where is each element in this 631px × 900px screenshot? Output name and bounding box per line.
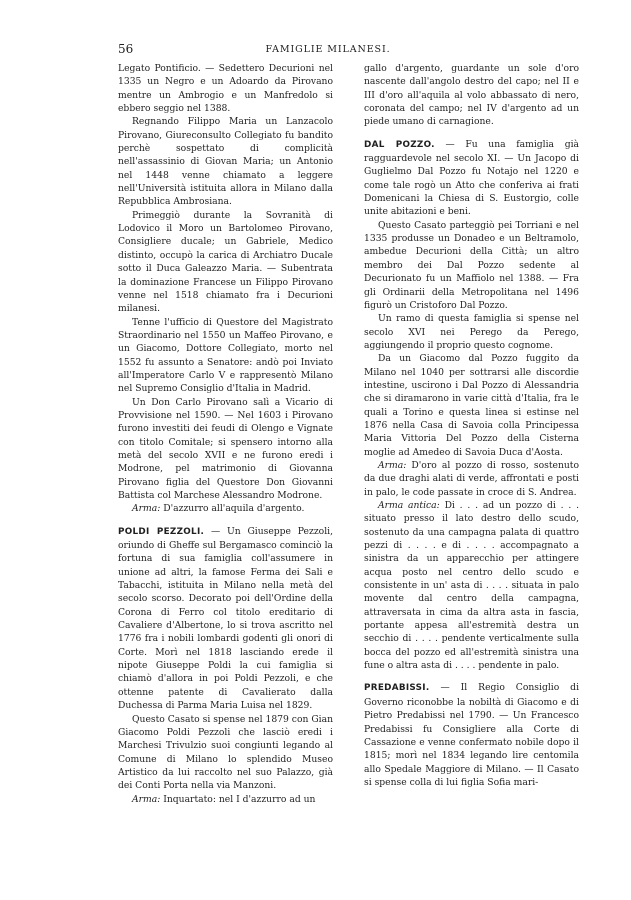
left-column [118, 62, 333, 806]
paragraph: gallo d'argento, guardante un sole d'oro nascente dall'angolo destro del capo; nel II e III d'oro all'aquila al volo abbassato di nero, coronata del campo; nel IV d'argento ad un piede umano di carnagione. [364, 63, 579, 128]
arma-paragraph [118, 502, 333, 515]
paragraph: Un ramo di questa famiglia si spense nel secolo XVI nei Perego da Perego, aggiungendo il proprio questo cognome. [364, 313, 579, 351]
entry-text: — Il Regio Consiglio di Governo riconobbe la nobiltà di Giacomo e di Pietro Predabissi nel 1790. — Un Francesco Predabissi fu Consigliere alla Corte di Cassazione e venne confermato nobile dopo il 1815; morì nel 1834 legando lire centomila allo Spedale Maggiore di Milano. — Il Casato si spense colla di lui figlia Sofia mari- [364, 682, 580, 788]
entry-dal-pozzo [364, 138, 579, 219]
paragraph: Regnando Filippo Maria un Lanzacolo Pirovano, Giureconsulto Collegiato fu bandito perchè sospettato di complicità nell'assassinio di Giovan Maria; un Antonio nel 1448 venne chiamato a leggere nell'Università istituita allora in Milano dalla Repubblica Ambrosiana. [118, 116, 333, 208]
entry-heading: PREDABISSI. [364, 683, 430, 694]
paragraph: Legato Pontificio. — Sedettero Decurioni nel 1335 un Negro e un Adoardo da Pirovano mentre un Ambrogio e un Manfredolo si ebbero seggio nel 1388. [118, 63, 333, 115]
arma-antica-paragraph [364, 499, 579, 672]
entry-text: — Un Giuseppe Pezzoli, oriundo di Gheffe sul Bergamasco cominciò la fortuna di sua famiglia coll'assumere in unione ad altri, la famose Ferma dei Sali e Tabacchi, istituita in Milano nella metà del secolo scorso. Decorato poi dell'Ordine della Corona di Ferro col titolo ereditario di Cavaliere d'Albertone, lo si trova ascritto nel 1776 fra i nobili lombardi godenti gli onori di Corte. Morì nel 1818 lasciando erede il nipote Giuseppe Poldi la cui famiglia si chiamò d'allora in poi Poldi Pezzoli, e che ottenne patente di Cavalierato dalla Duchessa di Parma Maria Luisa nel 1829. [118, 525, 334, 712]
page-header [118, 42, 538, 58]
entry-poldi-pezzoli [118, 525, 333, 713]
paragraph: Questo Casato si spense nel 1879 con Gian Giacomo Poldi Pezzoli che lasciò eredi i Marchesi Trivulzio suoi congiunti legando al Comune di Milano lo splendido Museo Artistico da lui raccolto nel suo Palazzo, già dei Conti Porta nella via Manzoni. [118, 713, 333, 792]
entry-predabissi [364, 681, 579, 789]
arma-antica-label: Arma antica: [378, 500, 440, 511]
paragraph: Un Don Carlo Pirovano salì a Vicario di Provvisione nel 1590. — Nel 1603 i Pirovano furono investiti dei feudi di Olengo e Vignate con titolo Comitale; si spensero intorno alla metà del secolo XVII e ne furono eredi i Modrone, pel matrimonio di Giovanna Pirovano figlia del Questore Don Giovanni Battista col Marchese Alessandro Modrone. [118, 396, 333, 501]
right-column [364, 62, 579, 789]
paragraph: Questo Casato parteggiò pei Torriani e nel 1335 produsse un Donadeo e un Beltramolo, ambedue Decurioni della Città; un altro membro dei Dal Pozzo sedente al Decurionato fu un Maffiolo nel 1388. — Fra gli Ordinarii della Metropolitana nel 1496 figurò un Cristoforo Dal Pozzo. [364, 219, 579, 311]
running-title: FAMIGLIE MILANESI. [265, 44, 391, 55]
entry-heading: DAL POZZO. [364, 139, 435, 150]
arma-label: Arma: [378, 459, 407, 471]
paragraph: Da un Giacomo dal Pozzo fuggito da Milano nel 1040 per sottrarsi alle discordie intestine, uscirono i Dal Pozzo di Alessandria che si diramarono in varie città d'Italia, fra le quali a Torino e questa linea si estinse nel 1876 nella Casa di Savoia colla Principessa Maria Vittoria Del Pozzo della Cisterna moglie ad Amedeo di Savoia Duca d'Aosta. [364, 353, 579, 458]
arma-label: Arma: [132, 503, 161, 515]
entry-text: — Fu una famiglia già ragguardevole nel secolo XI. — Un Jacopo di Guglielmo Dal Pozzo fu Notajo nel 1220 e come tale rogò un Atto che conferiva ai frati Domenicani la Chiesa di S. Eustorgio, colle unite abitazioni e beni. [364, 138, 579, 218]
arma-text: D'azzurro all'aquila d'argento. [163, 503, 305, 515]
arma-paragraph [118, 793, 333, 806]
paragraph: Primeggiò durante la Sovranità di Lodovico il Moro un Bartolomeo Pirovano, Consigliere ducale; un Gabriele, Medico distinto, occupò la carica di Archiatro Ducale sotto il Duca Galeazzo Maria. — Subentrata la dominazione Francese un Filippo Pirovano venne nel 1518 chiamato fra i Decurioni milanesi. [118, 209, 333, 315]
arma-text: Inquartato: nel I d'azzurro ad un [163, 793, 316, 805]
arma-antica-text: Di . . . ad un pozzo di . . . situato presso il lato destro dello scudo, sostenuto da una campagna palata di quattro pezzi di . . . . e di . . . . accompagnato a sinistra da un apparecchio per attingere acqua posto nel centro dello scudo e consistente in un' asta di . . . . situata in palo movente dal centro della campagna, attraversata in cima da altra asta in fascia, portante appesa all'estremità destra un secchio di . . . . pendente verticalmente sulla bocca del pozzo ed all'estremità sinistra una fune o altra asta di . . . . pendente in palo. [364, 500, 579, 672]
entry-heading: POLDI PEZZOLI. [118, 526, 205, 537]
page-number: 56 [118, 42, 134, 56]
arma-text: D'oro al pozzo di rosso, sostenuto da due draghi alati di verde, affrontati e posti in palo, le code passate in croce di S. Andrea. [364, 459, 580, 498]
arma-label: Arma: [132, 793, 161, 805]
arma-paragraph [364, 459, 579, 499]
paragraph: Tenne l'ufficio di Questore del Magistrato Straordinario nel 1550 un Maffeo Pirovano, e un Giacomo, Dottore Collegiato, morto nel 1552 fu assunto a Senatore: andò poi Inviato all'Imperatore Carlo V e rappresentò Milano nel Supremo Consiglio d'Italia in Madrid. [118, 316, 333, 395]
